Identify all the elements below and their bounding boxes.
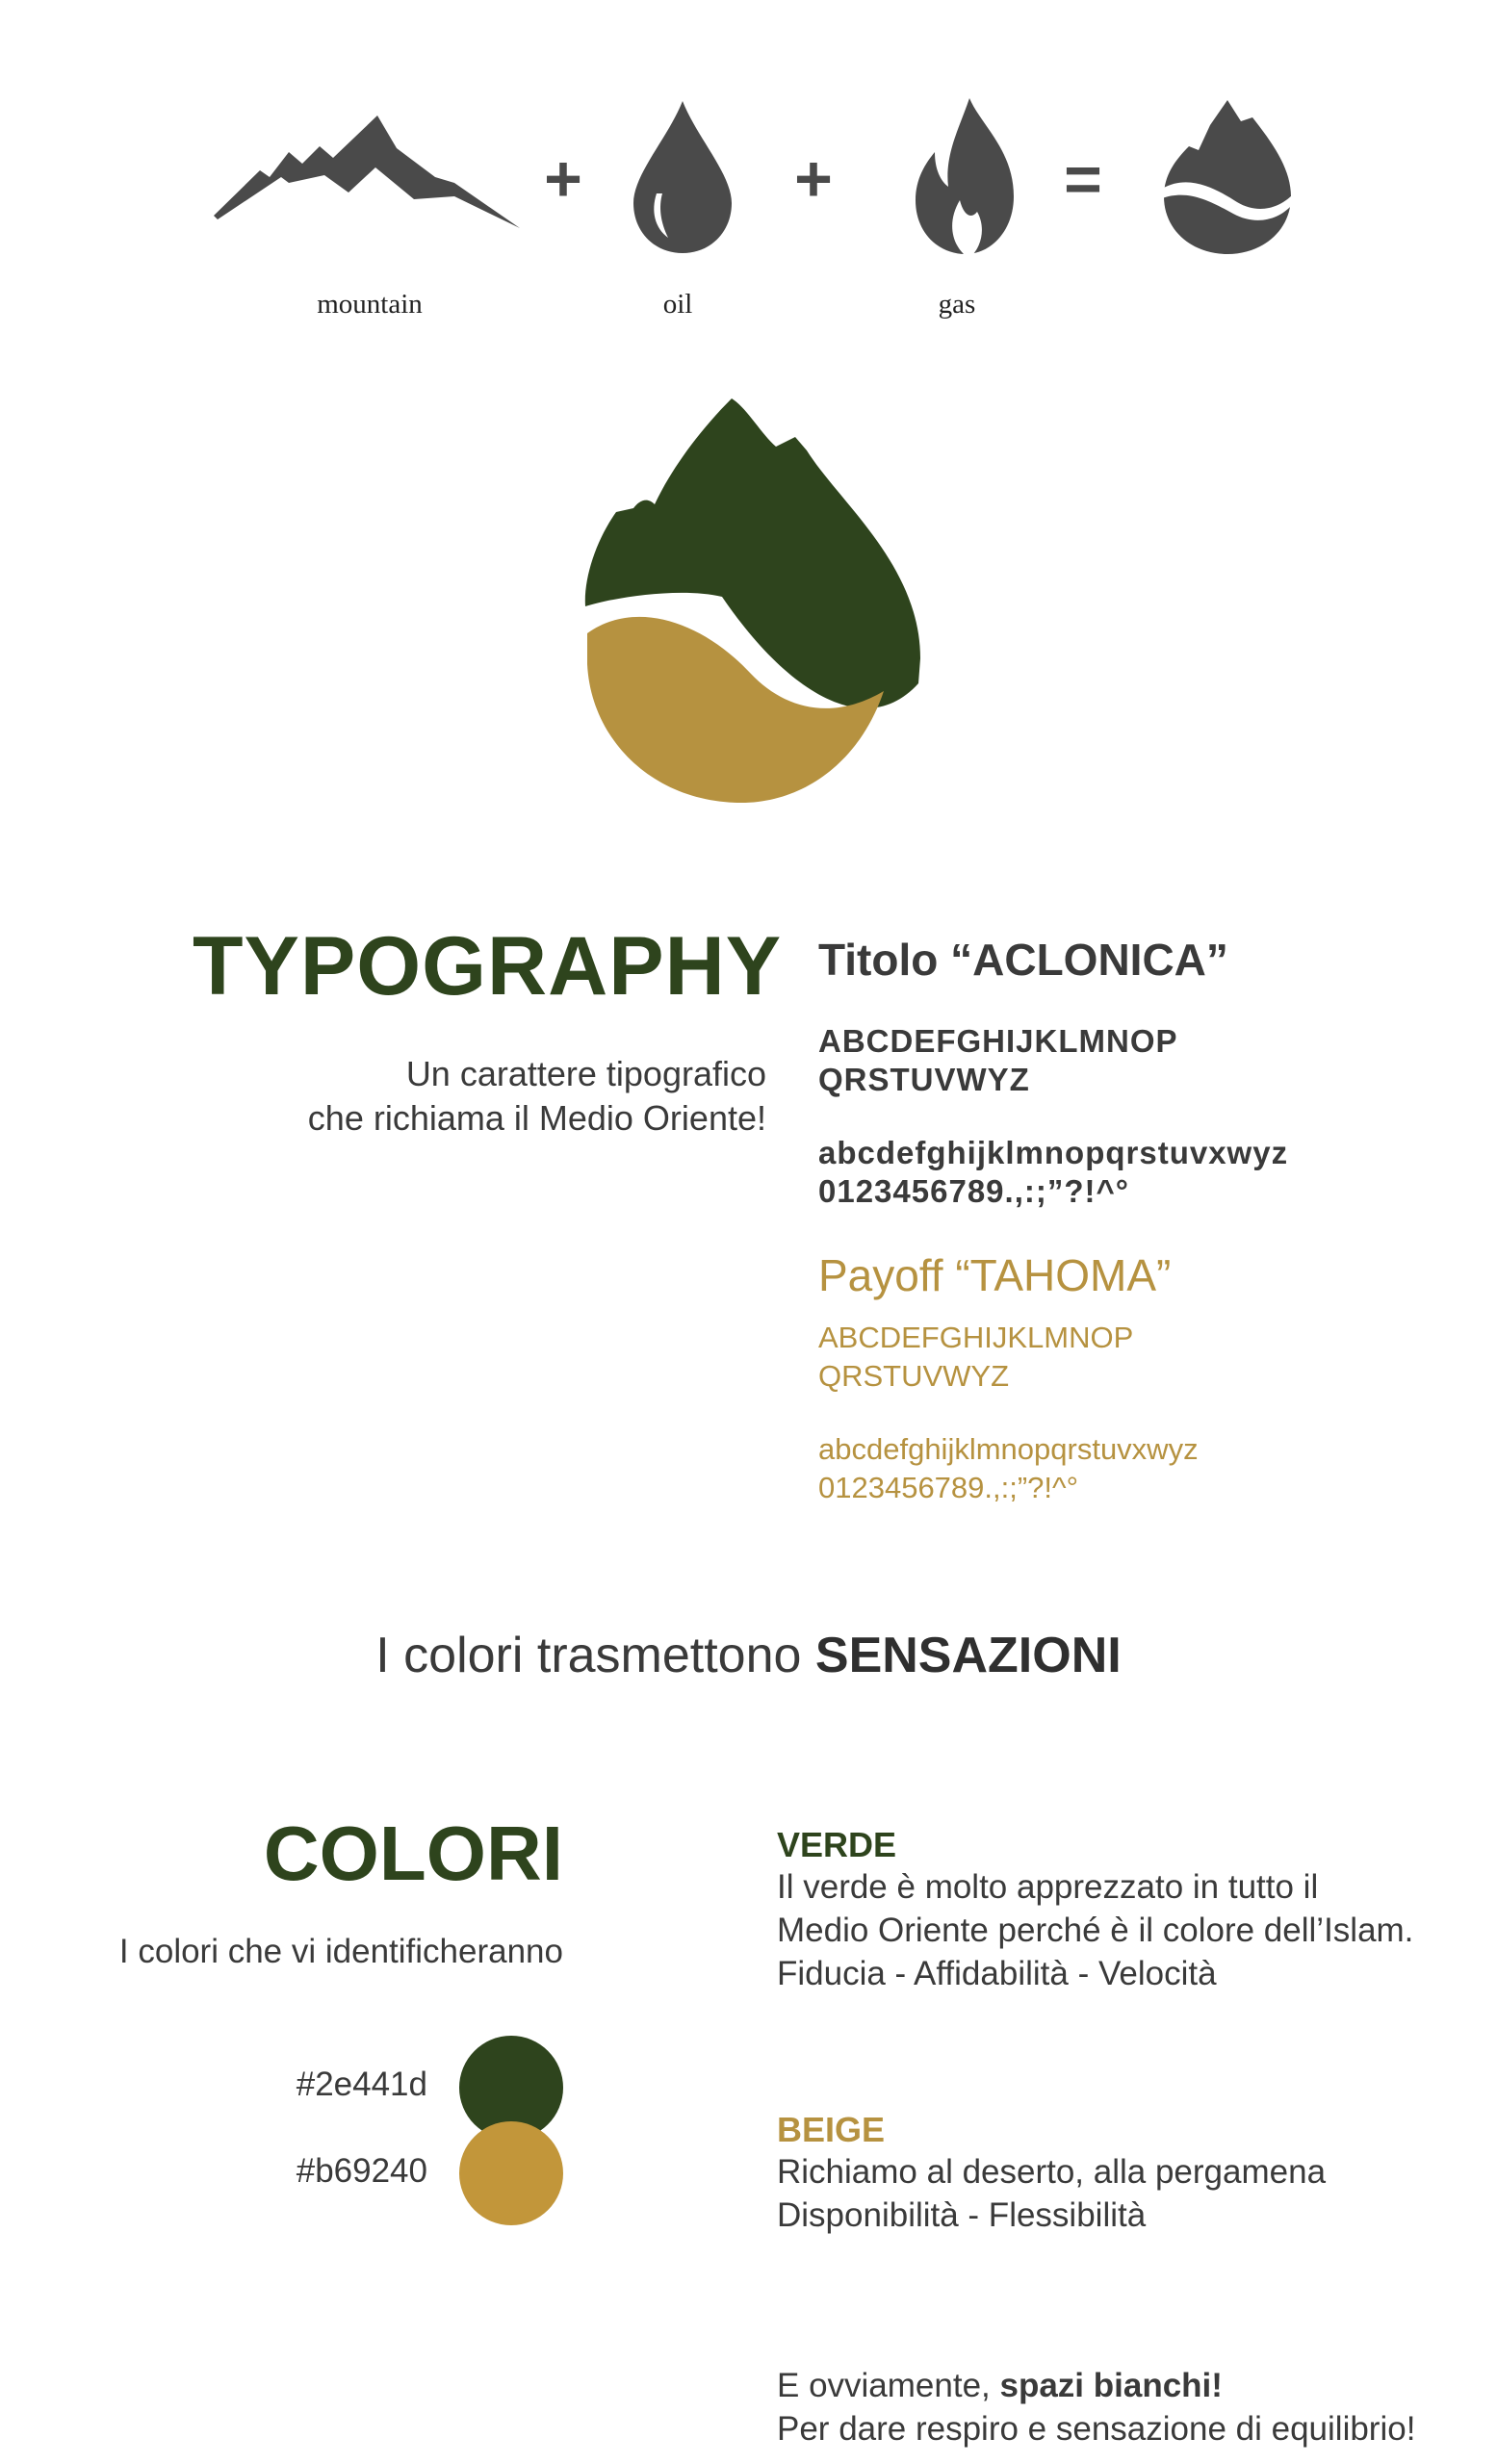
verde-label: VERDE xyxy=(777,1825,897,1864)
hex-beige: #b69240 xyxy=(296,2152,427,2190)
verde-line3: Fiducia - Affidabilità - Velocità xyxy=(777,1955,1217,1992)
verde-line2: Medio Oriente perché è il colore dell’Islam. xyxy=(777,1912,1414,1949)
beige-line1: Richiamo al deserto, alla pergamena xyxy=(777,2153,1327,2191)
hex-green: #2e441d xyxy=(296,2066,427,2103)
combined-logo-icon xyxy=(1160,96,1295,256)
plus-sign-2: + xyxy=(794,142,833,216)
verde-line1: Il verde è molto apprezzato in tutto il xyxy=(777,1868,1319,1906)
title-font-lower-line2: 0123456789.,:;”?!^° xyxy=(818,1173,1129,1209)
title-font-lower-line1: abcdefghijklmnopqrstuvxwyz xyxy=(818,1135,1289,1170)
title-font-upper-line1: ABCDEFGHIJKLMNOP xyxy=(818,1023,1178,1059)
mountain-icon xyxy=(214,108,522,233)
closing-line2: Per dare respiro e sensazione di equilibrio! xyxy=(777,2410,1416,2448)
plus-sign-1: + xyxy=(544,142,582,216)
colori-title: COLORI xyxy=(263,1810,563,1896)
beige-line2: Disponibilità - Flessibilità xyxy=(777,2196,1147,2234)
oil-label: oil xyxy=(662,289,693,320)
sensazioni-heading xyxy=(0,1627,1497,1684)
payoff-font-lower-line1: abcdefghijklmnopqrstuvxwyz xyxy=(818,1432,1199,1466)
colori-subtitle: I colori che vi identificheranno xyxy=(118,1933,563,1970)
swatch-beige xyxy=(459,2121,563,2225)
oil-drop-icon xyxy=(632,99,734,255)
mountain-label: mountain xyxy=(317,289,423,320)
payoff-font-heading: Payoff “TAHOMA” xyxy=(818,1250,1172,1300)
closing-prefix: E ovviamente, xyxy=(777,2367,1000,2404)
equals-sign: = xyxy=(1064,142,1102,216)
gas-flame-icon xyxy=(910,96,1018,256)
main-logo xyxy=(578,395,924,808)
title-font-heading: Titolo “ACLONICA” xyxy=(818,935,1228,985)
closing-bold: spazi bianchi! xyxy=(999,2367,1223,2404)
title-font-upper-line2: QRSTUVWYZ xyxy=(818,1062,1030,1097)
sensazioni-bold: SENSAZIONI xyxy=(814,1628,1122,1683)
typography-title: TYPOGRAPHY xyxy=(193,920,783,1013)
typography-subtitle-line1: Un carattere tipografico xyxy=(405,1054,766,1093)
closing-line1 xyxy=(777,2364,1223,2407)
sensazioni-prefix: I colori trasmettono xyxy=(375,1628,815,1683)
typography-subtitle-line2: che richiama il Medio Oriente! xyxy=(307,1098,766,1138)
beige-label: BEIGE xyxy=(777,2110,886,2149)
payoff-font-lower-line2: 0123456789.,:;”?!^° xyxy=(818,1471,1078,1504)
payoff-font-upper-line2: QRSTUVWYZ xyxy=(818,1359,1010,1393)
gas-label: gas xyxy=(938,289,976,320)
payoff-font-upper-line1: ABCDEFGHIJKLMNOP xyxy=(818,1321,1134,1354)
